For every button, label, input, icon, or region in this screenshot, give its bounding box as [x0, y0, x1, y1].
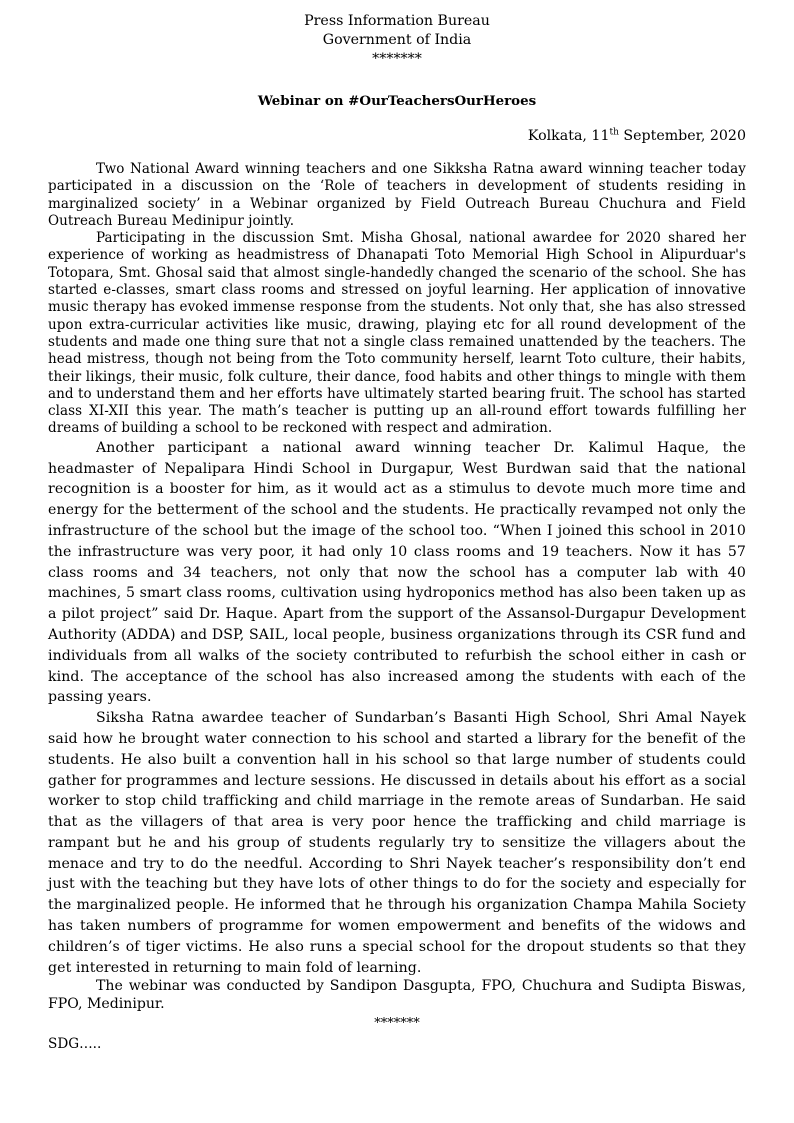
- dateline-rest: September, 2020: [618, 128, 746, 144]
- body-block-3: [48, 978, 746, 1014]
- document-header: [48, 12, 746, 69]
- signature: SDG…..: [48, 1036, 102, 1053]
- dateline-ordinal: th: [609, 127, 619, 138]
- bureau-name: Press Information Bureau: [304, 13, 490, 29]
- paragraph-intro: Two National Award winning teachers and one Sikksha Ratna award winning teacher today participated in a discussion on the ‘Role of teachers in development of students residing in marginalized society’ in a Webinar organized by Field Outreach Bureau Chuchura and Field Outreach Bureau Medinipur jointly.: [48, 161, 746, 229]
- end-stars: *******: [374, 1016, 420, 1032]
- header-stars: *******: [372, 51, 422, 67]
- body-block-2: [48, 438, 746, 979]
- press-release-page: [48, 12, 746, 1053]
- paragraph-conclusion: The webinar was conducted by Sandipon Dasgupta, FPO, Chuchura and Sudipta Biswas, FPO, Medinipur.: [48, 978, 746, 1013]
- paragraph-misha-ghosal: Participating in the discussion Smt. Misha Ghosal, national awardee for 2020 shared her experience of working as headmistress of Dhanapati Toto Memorial High School in Alipurduar's Totopara, Smt. Ghosal said that almost single-handedly changed the scenario of the school. She has started e-classes, smart class rooms and stressed on joyful learning. Her application of innovative music therapy has evoked immense response from the students. Not only that, she has also stressed upon extra-curricular activities like music, drawing, playing etc for all round development of the students and made one thing sure that not a single class remained unattended by the teachers. The head mistress, though not being from the Toto community herself, learnt Toto culture, their habits, their likings, their music, folk culture, their dance, food habits and other things to mingle with them and to understand them and her efforts have ultimately started bearing fruit. The school has started class XI-XII this year. The math’s teacher is putting up an all-round effort towards fulfilling her dreams of building a school to be reckoned with respect and admiration.: [48, 230, 746, 437]
- dateline: [48, 127, 746, 146]
- release-title: Webinar on #OurTeachersOurHeroes: [257, 93, 537, 109]
- government-name: Government of India: [322, 32, 472, 48]
- paragraph-kalimul-haque: Another participant a national award winning teacher Dr. Kalimul Haque, the headmaster of Nepalipara Hindi School in Durgapur, West Burdwan said that the national recognition is a booster for him, as it would act as a stimulus to devote much more time and energy for the betterment of the school and the students. He practically revamped not only the infrastructure of the school but the image of the school too. “When I joined this school in 2010 the infrastructure was very poor, it had only 10 class rooms and 19 teachers. Now it has 57 class rooms and 34 teachers, not only that now the school has a computer lab with 40 machines, 5 smart class rooms, cultivation using hydroponics method has also been taken up as a pilot project” said Dr. Haque. Apart from the support of the Assansol-Durgapur Development Authority (ADDA) and DSP, SAIL, local people, business organizations through its CSR fund and individuals from all walks of the society contributed to refurbish the school either in cash or kind. The acceptance of the school has also increased among the students with each of the passing years.: [48, 439, 746, 706]
- dateline-place: Kolkata, 11: [527, 128, 610, 144]
- paragraph-amal-nayek: Siksha Ratna awardee teacher of Sundarban’s Basanti High School, Shri Amal Nayek said how he brought water connection to his school and started a library for the benefit of the students. He also built a convention hall in his school so that large number of students could gather for programmes and lecture sessions. He discussed in details about his effort as a social worker to stop child trafficking and child marriage in the remote areas of Sundarban. He said that as the villagers of that area is very poor hence the trafficking and child marriage is rampant but he and his group of students regularly try to sensitize the villagers about the menace and try to do the needful. According to Shri Nayek teacher’s responsibility don’t end just with the teaching but they have lots of other things to do for the society and especially for the marginalized people. He informed that he through his organization Champa Mahila Society has taken numbers of programme for women empowerment and benefits of the widows and children’s of tiger victims. He also runs a special school for the dropout students so that they get interested in returning to main fold of learning.: [48, 710, 746, 976]
- body-block-1: [48, 161, 746, 438]
